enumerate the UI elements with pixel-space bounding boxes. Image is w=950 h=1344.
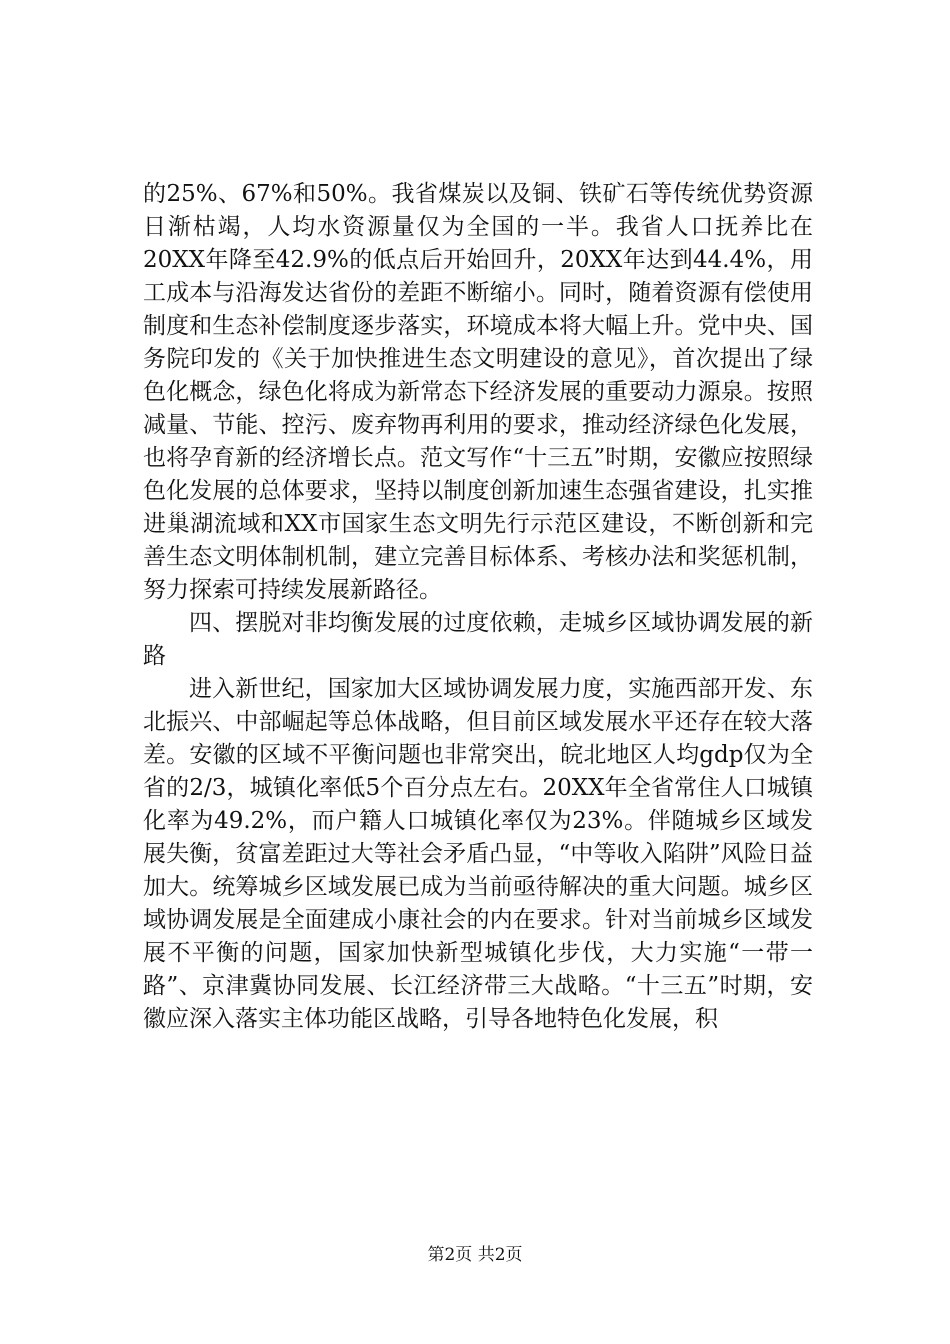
document-body bbox=[143, 178, 813, 1036]
paragraph-1: 的25%、67%和50%。我省煤炭以及铜、铁矿石等传统优势资源日渐枯竭，人均水资源量仅为全国的一半。我省人口抚养比在20XX年降至42.9%的低点后开始回升，20XX年达到44.4%，用工成本与沿海发达省份的差距不断缩小。同时，随着资源有偿使用制度和生态补偿制度逐步落实，环境成本将大幅上升。党中央、国务院印发的《关于加快推进生态文明建设的意见》，首次提出了绿色化概念，绿色化将成为新常态下经济发展的重要动力源泉。按照减量、节能、控污、废弃物再利用的要求，推动经济绿色化发展，也将孕育新的经济增长点。范文写作“十三五”时期，安徽应按照绿色化发展的总体要求，坚持以制度创新加速生态强省建设，扎实推进巢湖流域和XX市国家生态文明先行示范区建设，不断创新和完善生态文明体制机制，建立完善目标体系、考核办法和奖惩机制，努力探索可持续发展新路径。 bbox=[143, 181, 813, 603]
page-footer: 第2页 共2页 bbox=[427, 1245, 523, 1265]
section-heading: 四、摆脱对非均衡发展的过度依赖，走城乡区域协调发展的新路 bbox=[143, 610, 813, 669]
paragraph-3: 进入新世纪，国家加大区域协调发展力度，实施西部开发、东北振兴、中部崛起等总体战略，但目前区域发展水平还存在较大落差。安徽的区域不平衡问题也非常突出，皖北地区人均gdp仅为全省的2/3，城镇化率低5个百分点左右。20XX年全省常住人口城镇化率为49.2%，而户籍人口城镇化率仅为23%。伴随城乡区域发展失衡，贫富差距过大等社会矛盾凸显，“中等收入陷阱”风险日益加大。统筹城乡区域发展已成为当前亟待解决的重大问题。城乡区域协调发展是全面建成小康社会的内在要求。针对当前城乡区域发展不平衡的问题，国家加快新型城镇化步伐，大力实施“一带一路”、京津冀协同发展、长江经济带三大战略。“十三五”时期，安徽应深入落实主体功能区战略，引导各地特色化发展，积 bbox=[143, 676, 813, 1032]
